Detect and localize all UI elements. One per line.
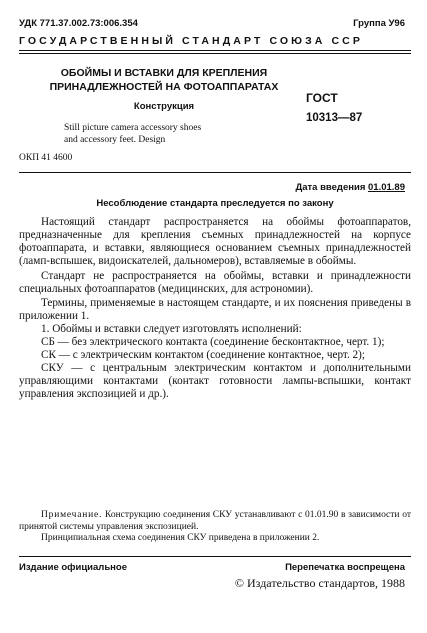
footer-rule [19,556,411,557]
introduction-date [295,182,405,193]
title-line-2: ПРИНАДЛЕЖНОСТЕЙ НА ФОТОАППАРАТАХ [49,81,279,93]
okp-code: ОКП 41 4600 [19,153,73,163]
legal-warning: Несоблюдение стандарта преследуется по закону [96,198,334,209]
title-block-rule [19,172,411,173]
paragraph-exclusions: Стандарт не распространяется на обоймы, вставки и принадлежности специальных фотоаппаратов (медицинских, для астрономии). [19,269,411,295]
official-edition: Издание официальное [19,562,127,573]
note-paragraph [19,510,411,533]
group-code: Группа У96 [353,18,405,29]
paragraph-sk: СК — с электрическим контактом (соединение контактное, черт. 2); [41,349,365,362]
note-label: Примечание. [41,510,103,520]
english-title-line-2: and accessory feet. Design [64,135,166,145]
introduction-date-label: Дата введения [295,182,366,193]
notes [19,510,411,545]
paragraph-scope: Настоящий стандарт распространяется на обоймы фотоаппаратов, предназначенные для крепления съемных принадлежностей на корпусе фотоаппарата, и вставки, являющиеся основанием съемных принадлежностей (ламп-вспышек, видоискателей, дальномеров), вставляемые в обоймы. [19,216,411,267]
state-standard-banner: ГОСУДАРСТВЕННЫЙ СТАНДАРТ СОЮЗА ССР [19,35,363,47]
gost-label: ГОСТ [306,91,338,105]
english-title [64,122,201,146]
copyright: © Издательство стандартов, 1988 [234,576,405,590]
paragraph-sku: СКУ — с центральным электрическим контактом и дополнительными управляющими контактами (контакт готовности лампы-вспышки, контакт управления экспозицией и др.). [19,361,411,400]
body-text [19,216,411,401]
paragraph-sb: СБ — без электрического контакта (соединение бесконтактное, черт. 1); [41,336,385,349]
document-title [19,66,309,94]
udk-code: УДК 771.37.002.73:006.354 [19,18,138,29]
note-text: Конструкцию соединения СКУ устанавливают с 01.01.90 в зависимости от принятой системы управления экспозицией. [19,510,412,532]
principle-paragraph: Принципиальная схема соединения СКУ приведена в приложении 2. [41,533,320,543]
english-title-line-1: Still picture camera accessory shoes [64,123,202,133]
gost-number: 10313—87 [306,112,363,124]
header-rule [19,50,411,51]
paragraph-item-1: 1. Обоймы и вставки следует изготовлять исполнений: [41,323,302,336]
title-line-1: ОБОЙМЫ И ВСТАВКИ ДЛЯ КРЕПЛЕНИЯ [60,67,268,79]
introduction-date-value: 01.01.89 [368,182,405,193]
reprint-notice: Перепечатка воспрещена [285,562,405,573]
document-subtitle: Конструкция [133,101,195,112]
paragraph-terms: Термины, применяемые в настоящем стандарте, и их пояснения приведены в приложении 1. [19,297,411,323]
header-rule-thin [19,53,411,54]
